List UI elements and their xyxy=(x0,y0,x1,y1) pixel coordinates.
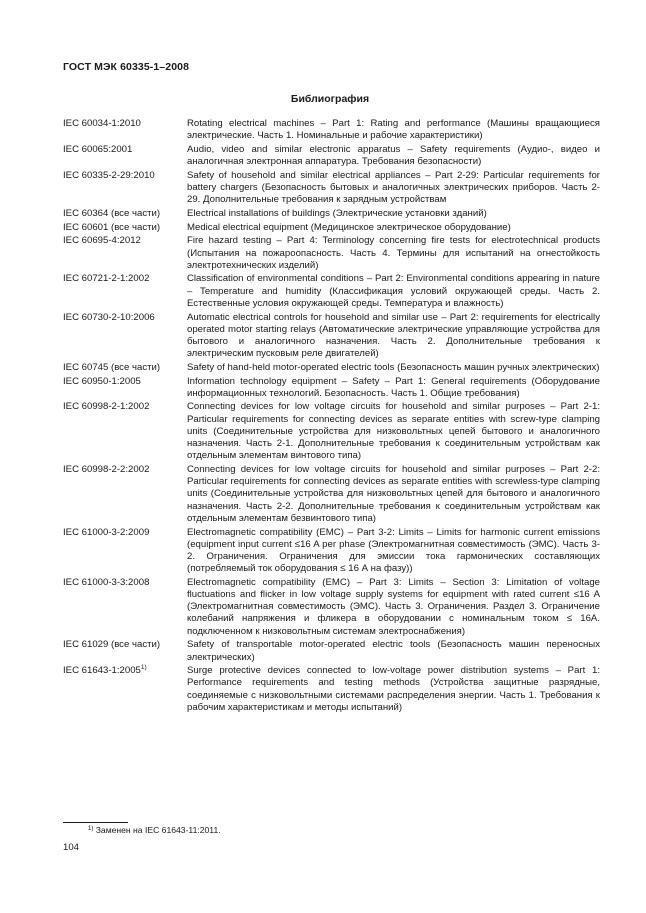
bibliography-entry xyxy=(63,312,600,361)
entry-code-text: IEC 60745 (все части) xyxy=(63,361,161,373)
bibliography-entry xyxy=(63,401,600,462)
entry-code xyxy=(63,577,187,638)
entry-code-text: IEC 60065:2001 xyxy=(63,143,133,155)
bibliography-entry xyxy=(63,170,600,207)
entry-code-text: IEC 60364 (все части) xyxy=(63,207,161,219)
entry-code xyxy=(63,170,187,207)
entry-code xyxy=(63,235,187,272)
entry-code-text: IEC 60601 (все части) xyxy=(63,221,161,233)
bibliography-entry xyxy=(63,376,600,400)
entry-description: Automatic electrical controls for household and similar use – Part 2: requirements for electrically operated motor starting relays (Автоматические электрические управляющие устройства для бытового и аналогичного назначения. Часть 2. Дополнительные требования к электрическим пусковым реле двигателей) xyxy=(187,311,600,360)
entry-code-text: IEC 60034-1:2010 xyxy=(63,118,141,129)
entry-code-text: IEC 61000-3-3:2008 xyxy=(63,576,150,588)
entry-code-text: IEC 60721-2-1:2002 xyxy=(63,273,150,285)
entry-description: Fire hazard testing – Part 4: Terminology concerning fire tests for electrotechnical products (Испытания на пожароопасность. Часть 4. Термины для испытаний на огнестойкость электротехнических изделий) xyxy=(187,235,600,271)
footnote-divider xyxy=(63,822,128,823)
entry-description: Audio, video and similar electronic apparatus – Safety requirements (Аудио-, видео и аналогичная электронная аппаратура. Требования безопасности) xyxy=(187,143,600,168)
bibliography-entry xyxy=(63,527,600,576)
bibliography-entry xyxy=(63,222,600,234)
entry-description: Electrical installations of buildings (Электрические установки зданий) xyxy=(187,207,487,219)
entry-code xyxy=(63,639,187,663)
section-title: Библиография xyxy=(290,93,370,105)
bibliography-entry xyxy=(63,665,600,714)
bibliography-entry xyxy=(63,208,600,220)
entry-code xyxy=(63,222,187,234)
footnote xyxy=(88,825,221,836)
page-number: 104 xyxy=(63,842,80,853)
entry-description: Connecting devices for low voltage circuits for household and similar purposes – Part 2-1: Particular requirements for connecting devices as separate entities with screw-type clamping units (Соединительные устройства для низковольтных цепей бытового и аналогичного назначения. Часть 2-1. Дополнительные требования к соединительным устройствам как отдельным элементам винтового типа) xyxy=(187,401,600,462)
entry-code xyxy=(63,376,187,400)
entry-description: Medical electrical equipment (Медицинское электрическое оборудование) xyxy=(187,221,511,233)
entry-description: Safety of household and similar electrical appliances – Part 2-29: Particular requirements for battery chargers (Безопасность бытовых и аналогичных электрических приборов. Часть 2-29. Дополнительные требования к зарядным устройствам xyxy=(187,169,600,206)
entry-code-text: IEC 60950-1:2005 xyxy=(63,375,141,387)
entry-description: Electromagnetic compatibility (EMC) – Part 3: Limits – Section 3: Limitation of voltage fluctuations and flicker in low voltage supply systems for equipment with rated current ≤16 A (Электромагнитная совместимость (ЭМС). Часть 3. Ограничения. Раздел 3. Ограничение колебаний напряжения и фликера в оборудовании с номинальным током ≤ 16А. подключенном к низковольтным системам электроснабжения) xyxy=(187,576,600,637)
entry-code xyxy=(63,208,187,220)
entry-code xyxy=(63,527,187,576)
entry-code xyxy=(63,401,187,462)
bibliography-entry xyxy=(63,639,600,663)
entry-code xyxy=(63,273,187,310)
entry-description: Rotating electrical machines – Part 1: Rating and performance (Машины вращающиеся электрические. Часть 1. Номинальные и рабочие характеристики) xyxy=(187,118,600,142)
entry-description: Connecting devices for low voltage circuits for household and similar purposes – Part 2-2: Particular requirements for connecting devices as separate entities with screwless-type clamping units (Соединительные устройства для низковольтных цепей для бытового и аналогичного назначения. Часть 2-2. Дополнительные требования к соединительным устройствам как отдельным элементам безвинтового типа) xyxy=(187,463,600,524)
bibliography-entry xyxy=(63,235,600,272)
bibliography-entry xyxy=(63,464,600,525)
entry-code xyxy=(63,312,187,361)
bibliography-entry xyxy=(63,362,600,374)
entry-description: Surge protective devices connected to low-voltage power distribution systems – Part 1: Performance requirements and testing methods (Устройства защитные разрядные, соединяемые с низковольтными системами распределения энергии. Часть 1. Требования к рабочим характеристикам и методы испытаний) xyxy=(187,665,600,713)
entry-code xyxy=(63,464,187,525)
entry-description: Safety of hand-held motor-operated electric tools (Безопасность машин ручных электрических) xyxy=(187,361,600,373)
entry-code xyxy=(63,665,187,714)
entry-description: Information technology equipment – Safety – Part 1: General requirements (Оборудование информационных технологий. Безопасность. Часть 1. Общие требования) xyxy=(187,375,600,399)
entry-code-text: IEC 60998-2-1:2002 xyxy=(63,401,150,413)
entry-code-text: IEC 61029 (все части) xyxy=(63,639,161,651)
entry-code-text: IEC 60998-2-2:2002 xyxy=(63,463,150,475)
document-header: ГОСТ МЭК 60335-1–2008 xyxy=(63,61,190,73)
footnote-reference: 1) xyxy=(140,664,147,672)
bibliography-entry xyxy=(63,118,600,142)
entry-code-text: IEC 60730-2-10:2006 xyxy=(63,311,155,323)
bibliography-entry xyxy=(63,144,600,168)
footnote-text: Заменен на IEC 61643-11:2011. xyxy=(95,825,221,835)
bibliography-entry xyxy=(63,577,600,638)
entry-code-text: IEC 61643-1:2005 xyxy=(63,665,141,677)
bibliography-entry xyxy=(63,273,600,310)
entry-code-text: IEC 61000-3-2:2009 xyxy=(63,526,150,538)
entry-description: Safety of transportable motor-operated electric tools (Безопасность машин переносных электрических) xyxy=(187,639,600,663)
entry-code-text: IEC 60695-4:2012 xyxy=(63,235,141,247)
footnote-marker: 1) xyxy=(88,826,94,832)
entry-code-text: IEC 60335-2-29:2010 xyxy=(63,169,155,181)
entry-code xyxy=(63,362,187,374)
entry-description: Electromagnetic compatibility (EMC) – Part 3-2: Limits – Limits for harmonic current emissions (equipment input current ≤16 A per phase (Электромагнитная совместимость (ЭМС). Часть 3-2. Ограничения. Ограничения для эмиссии тока гармонических составляющих (потребляемый ток оборудования ≤ 16 А на фазу)) xyxy=(187,526,600,575)
entry-code xyxy=(63,118,187,142)
entry-description: Classification of environmental conditions – Part 2: Environmental conditions appearing in nature – Temperature and humidity (Классификация условий окружающей среды. Часть 2. Естественные условия окружающей среды. Температура и влажность) xyxy=(187,273,600,309)
entry-code xyxy=(63,144,187,168)
bibliography-list xyxy=(63,118,600,716)
